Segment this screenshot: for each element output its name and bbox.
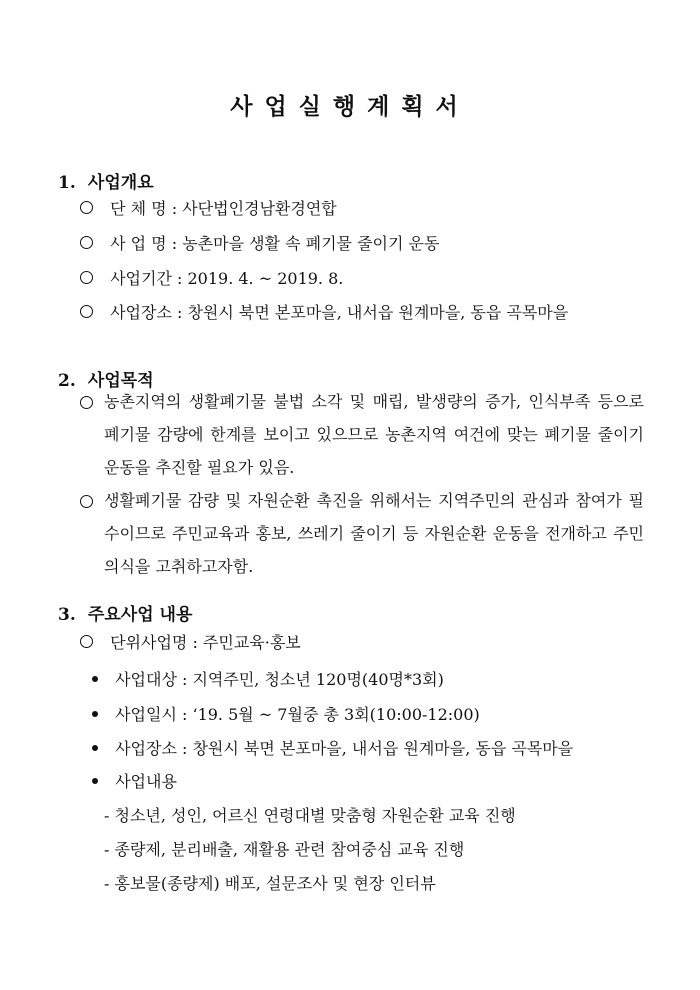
- unit-project-text: 단위사업명 : 주민교육·홍보: [110, 633, 301, 652]
- circle-bullet-icon-wrap: [80, 394, 93, 413]
- list-item: [80, 266, 343, 289]
- unit-project: [80, 630, 301, 653]
- section-title: 사업목적: [87, 371, 154, 391]
- circle-bullet-icon: [80, 305, 93, 318]
- circle-bullet-icon-wrap: [80, 493, 93, 512]
- purpose-paragraph: 농촌지역의 생활폐기물 불법 소각 및 매립, 발생량의 증가, 인식부족 등으로 폐기물 감량에 한계를 보이고 있으므로 농촌지역 여건에 맞는 폐기물 줄이기 운동을 추진할 필요가 있음.: [104, 392, 644, 477]
- dash-item: - 종량제, 분리배출, 재활용 관련 참여중심 교육 진행: [104, 840, 465, 859]
- section-3-heading: [58, 600, 192, 625]
- circle-bullet-icon: [80, 271, 93, 284]
- bullet-item: [92, 769, 177, 792]
- bullet-dot-icon: [92, 778, 98, 784]
- list-item-text: 사업기간 : 2019. 4. ~ 2019. 8.: [110, 269, 344, 288]
- dash-item: - 청소년, 성인, 어르신 연령대별 맞춤형 자원순환 교육 진행: [104, 806, 516, 825]
- list-item-text: 사업장소 : 창원시 북면 본포마을, 내서읍 원계마을, 동읍 곡목마을: [110, 303, 569, 322]
- list-item-text: 사 업 명 : 농촌마을 생활 속 폐기물 줄이기 운동: [110, 234, 440, 253]
- section-title: 사업개요: [87, 173, 154, 193]
- dash-item: - 홍보물(종량제) 배포, 설문조사 및 현장 인터뷰: [104, 874, 436, 893]
- purpose-paragraph: 생활폐기물 감량 및 자원순환 촉진을 위해서는 지역주민의 관심과 참여가 필수이므로 주민교육과 홍보, 쓰레기 줄이기 등 자원순환 운동을 전개하고 주민의식을 고취하고자함.: [104, 491, 644, 576]
- bullet-text: 사업장소 : 창원시 북면 본포마을, 내서읍 원계마을, 동읍 곡목마을: [115, 739, 574, 758]
- bullet-item: [92, 736, 573, 759]
- bullet-text: 사업대상 : 지역주민, 청소년 120명(40명*3회): [115, 670, 444, 689]
- section-number: 1.: [58, 173, 76, 193]
- list-item-text: 단 체 명 : 사단법인경남환경연합: [110, 199, 337, 218]
- circle-bullet-icon: [80, 201, 93, 214]
- circle-bullet-icon: [80, 396, 93, 409]
- list-item: [80, 231, 439, 254]
- section-number: 3.: [58, 605, 76, 625]
- list-item: [80, 300, 568, 323]
- section-1-heading: [58, 168, 154, 193]
- list-item: [80, 196, 337, 219]
- bullet-text: 사업일시 : ‘19. 5월 ~ 7월중 총 3회(10:00-12:00): [115, 705, 480, 724]
- bullet-dot-icon: [92, 745, 98, 751]
- bullet-item: [92, 667, 444, 690]
- circle-bullet-icon: [80, 236, 93, 249]
- page-title: 사업실행계획서: [230, 94, 470, 120]
- bullet-dot-icon: [92, 676, 98, 682]
- bullet-text: 사업내용: [115, 772, 177, 791]
- section-number: 2.: [58, 371, 76, 391]
- circle-bullet-icon: [80, 635, 93, 648]
- bullet-dot-icon: [92, 711, 98, 717]
- bullet-item: [92, 702, 480, 725]
- section-title: 주요사업 내용: [87, 605, 193, 625]
- circle-bullet-icon: [80, 495, 93, 508]
